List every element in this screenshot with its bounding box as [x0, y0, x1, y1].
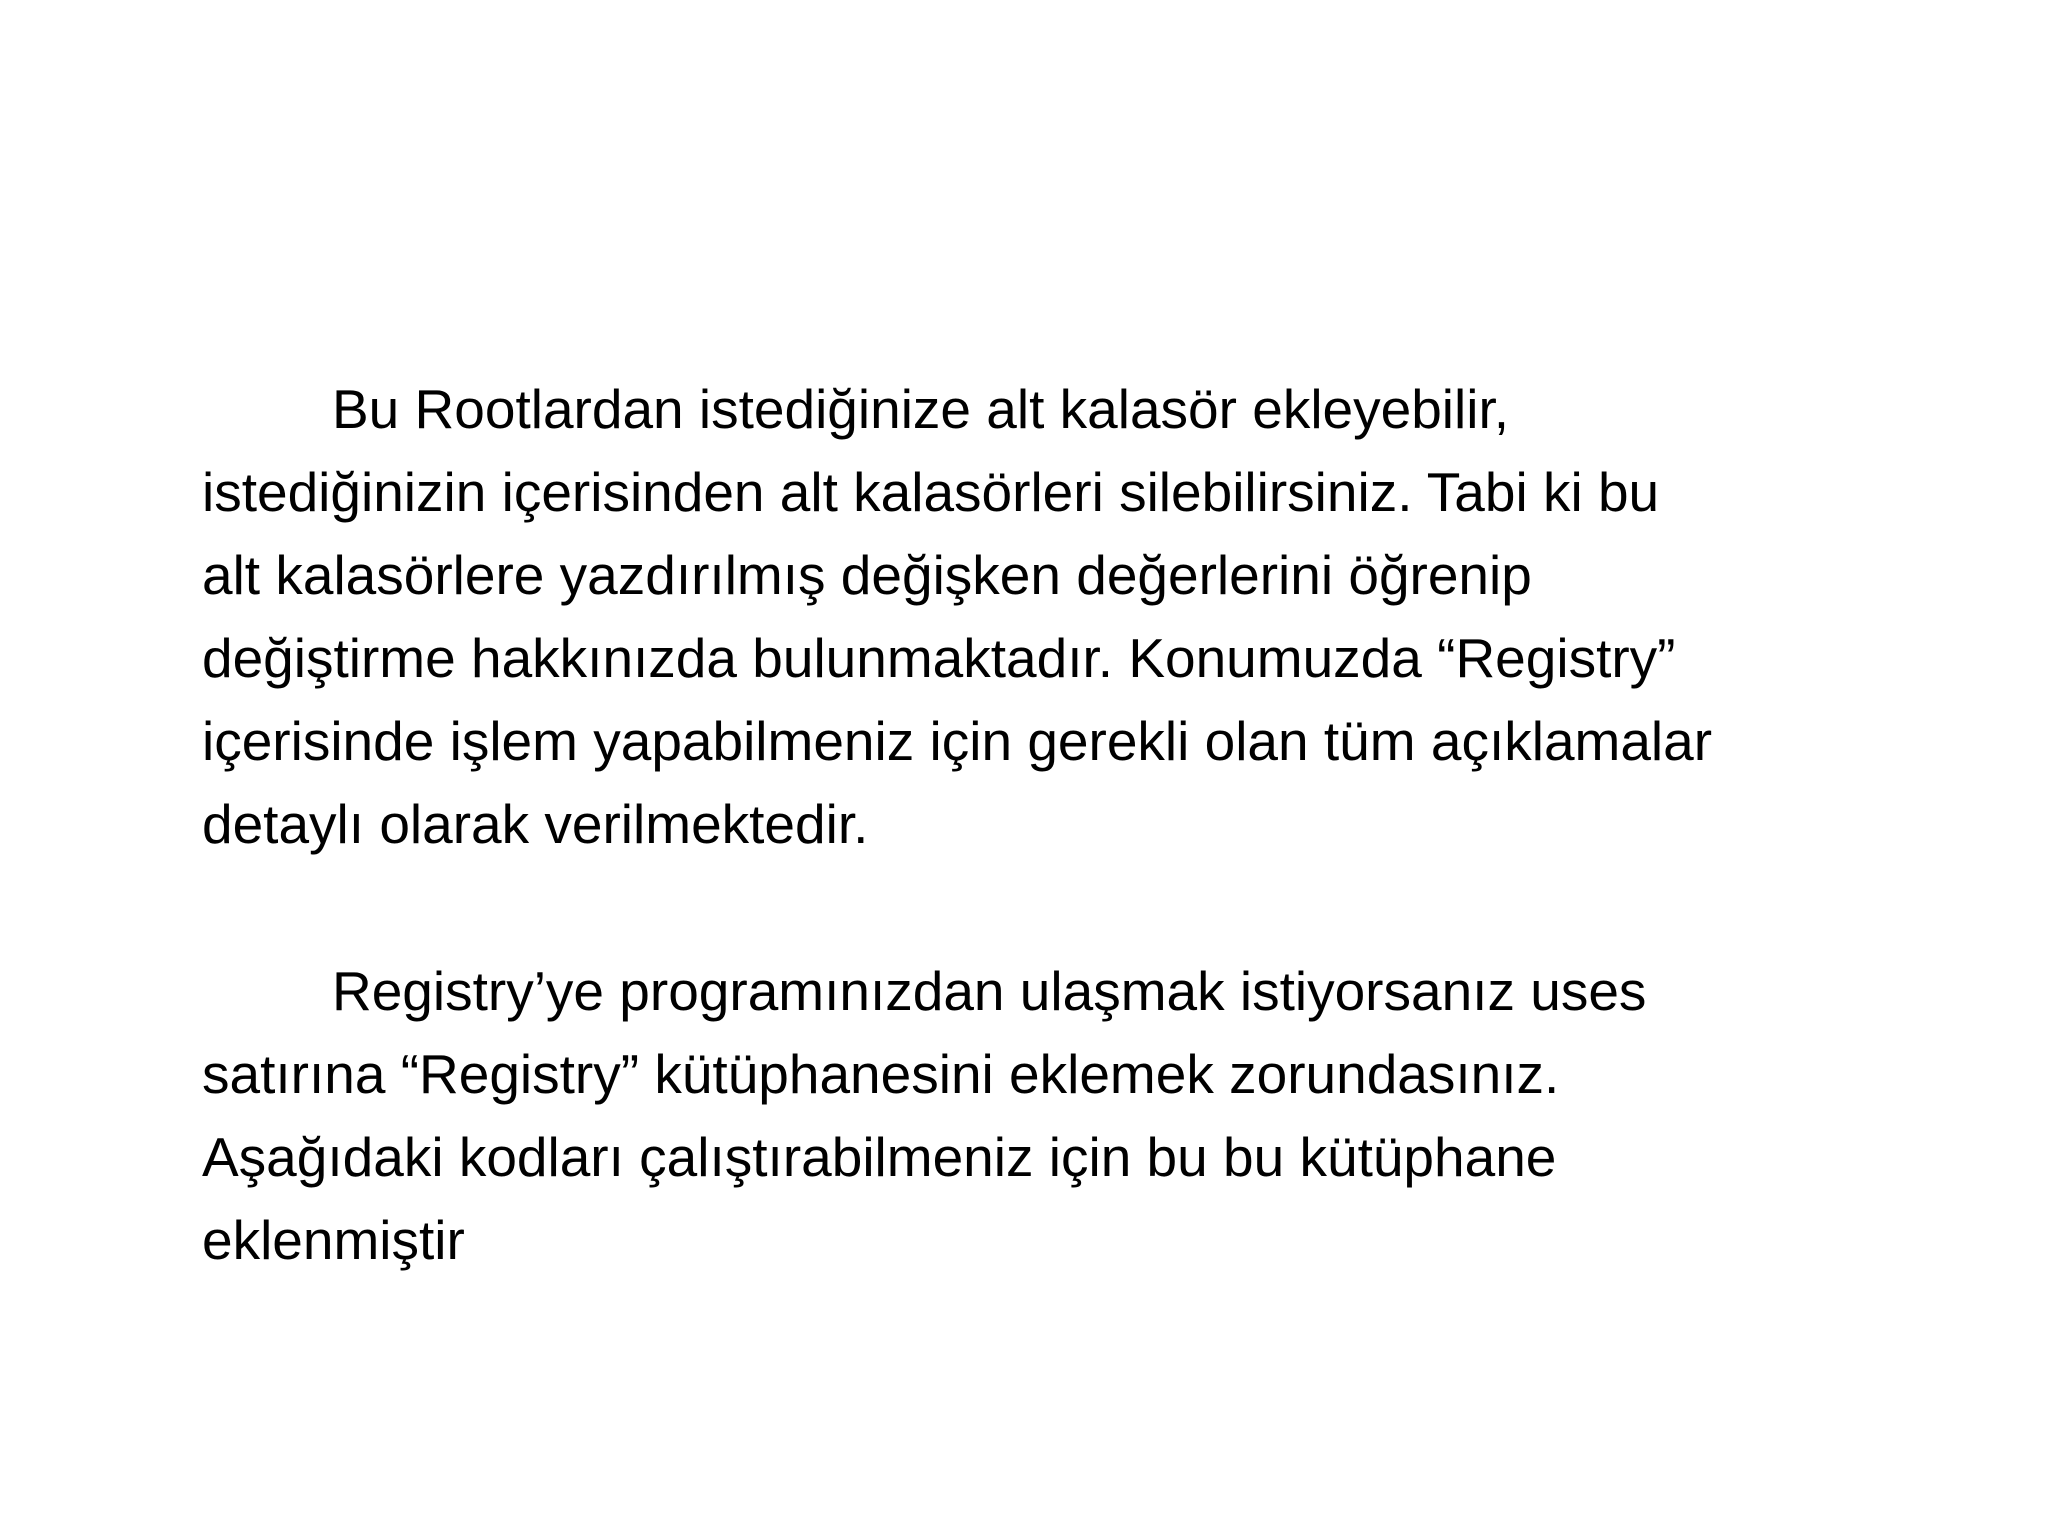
paragraph-registry-description: Bu Rootlardan istediğinize alt kalasör ekleyebilir, istediğinizin içerisinden alt kalasörleri silebilirsiniz. Tabi ki bu alt kalasörlere yazdırılmış değişken değerlerini öğrenip değiştirme hakkınızda bulunmaktadır. Konumuzda “Registry” içerisinde işlem yapabilmeniz için gerekli olan tüm açıklamalar detaylı olarak verilmektedir. [202, 378, 1713, 855]
paragraph-registry-uses: Registry’ye programınızdan ulaşmak istiyorsanız uses satırına “Registry” kütüphanesini eklemek zorundasınız. Aşağıdaki kodları çalıştırabilmeniz için bu bu kütüphane eklenmiştir [202, 960, 1647, 1271]
slide-body [202, 368, 1992, 1282]
